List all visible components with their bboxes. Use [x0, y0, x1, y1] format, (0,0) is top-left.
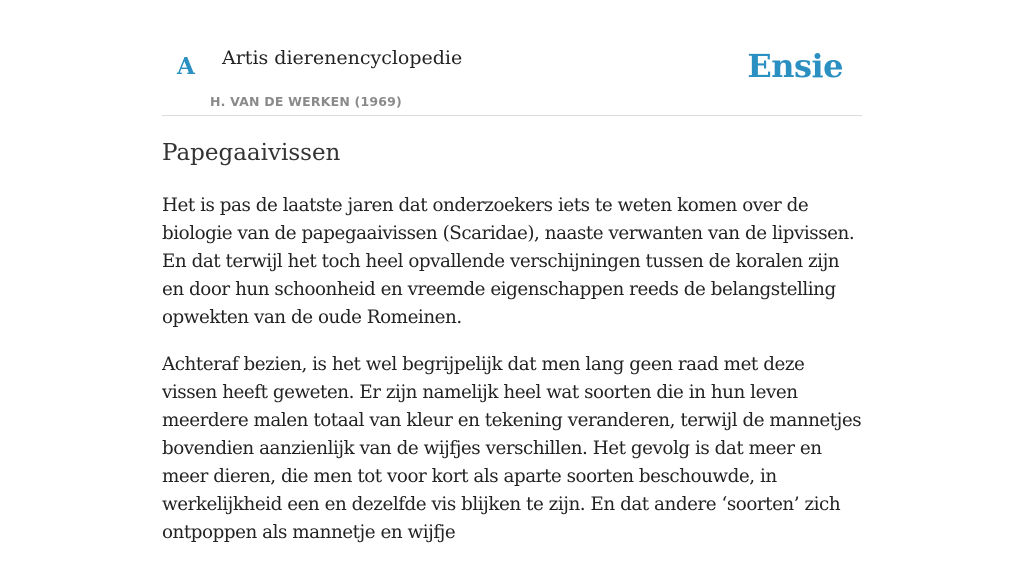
- article-paragraph: Achteraf bezien, is het wel begrijpelijk dat men lang geen raad met deze vissen heeft geweten. Er zijn namelijk heel wat soorten die in hun leven meerdere malen totaal van kleur en tekening veranderen, terwijl de mannetjes bovendien aanzienlijk van de wijfjes verschillen. Het gevolg is dat meer en meer dieren, die men tot voor kort als aparte soorten beschouwde, in werkelijkheid een en dezelfde vis blijken te zijn. En dat andere ‘soorten’ zich ontpoppen als mannetje en wijfje: [162, 354, 862, 543]
- article-body: [162, 192, 862, 566]
- source-title[interactable]: Artis dierenencyclopedie: [222, 47, 463, 69]
- article-paragraph: Het is pas de laatste jaren dat onderzoekers iets te weten komen over de biologie van de papegaaivissen (Scaridae), naaste verwanten van de lipvissen. En dat terwijl het toch heel opvallende verschijningen tussen de koralen zijn en door hun schoonheid en vreemde eigenschappen reeds de belangstelling opwekten van de oude Romeinen.: [162, 195, 855, 328]
- brand-logo[interactable]: Ensie: [747, 47, 843, 85]
- source-author: H. VAN DE WERKEN (1969): [210, 94, 402, 109]
- source-letter[interactable]: A: [177, 53, 195, 80]
- source-header: [162, 0, 862, 116]
- article-title: Papegaaivissen: [162, 140, 341, 166]
- page-content: [162, 0, 862, 543]
